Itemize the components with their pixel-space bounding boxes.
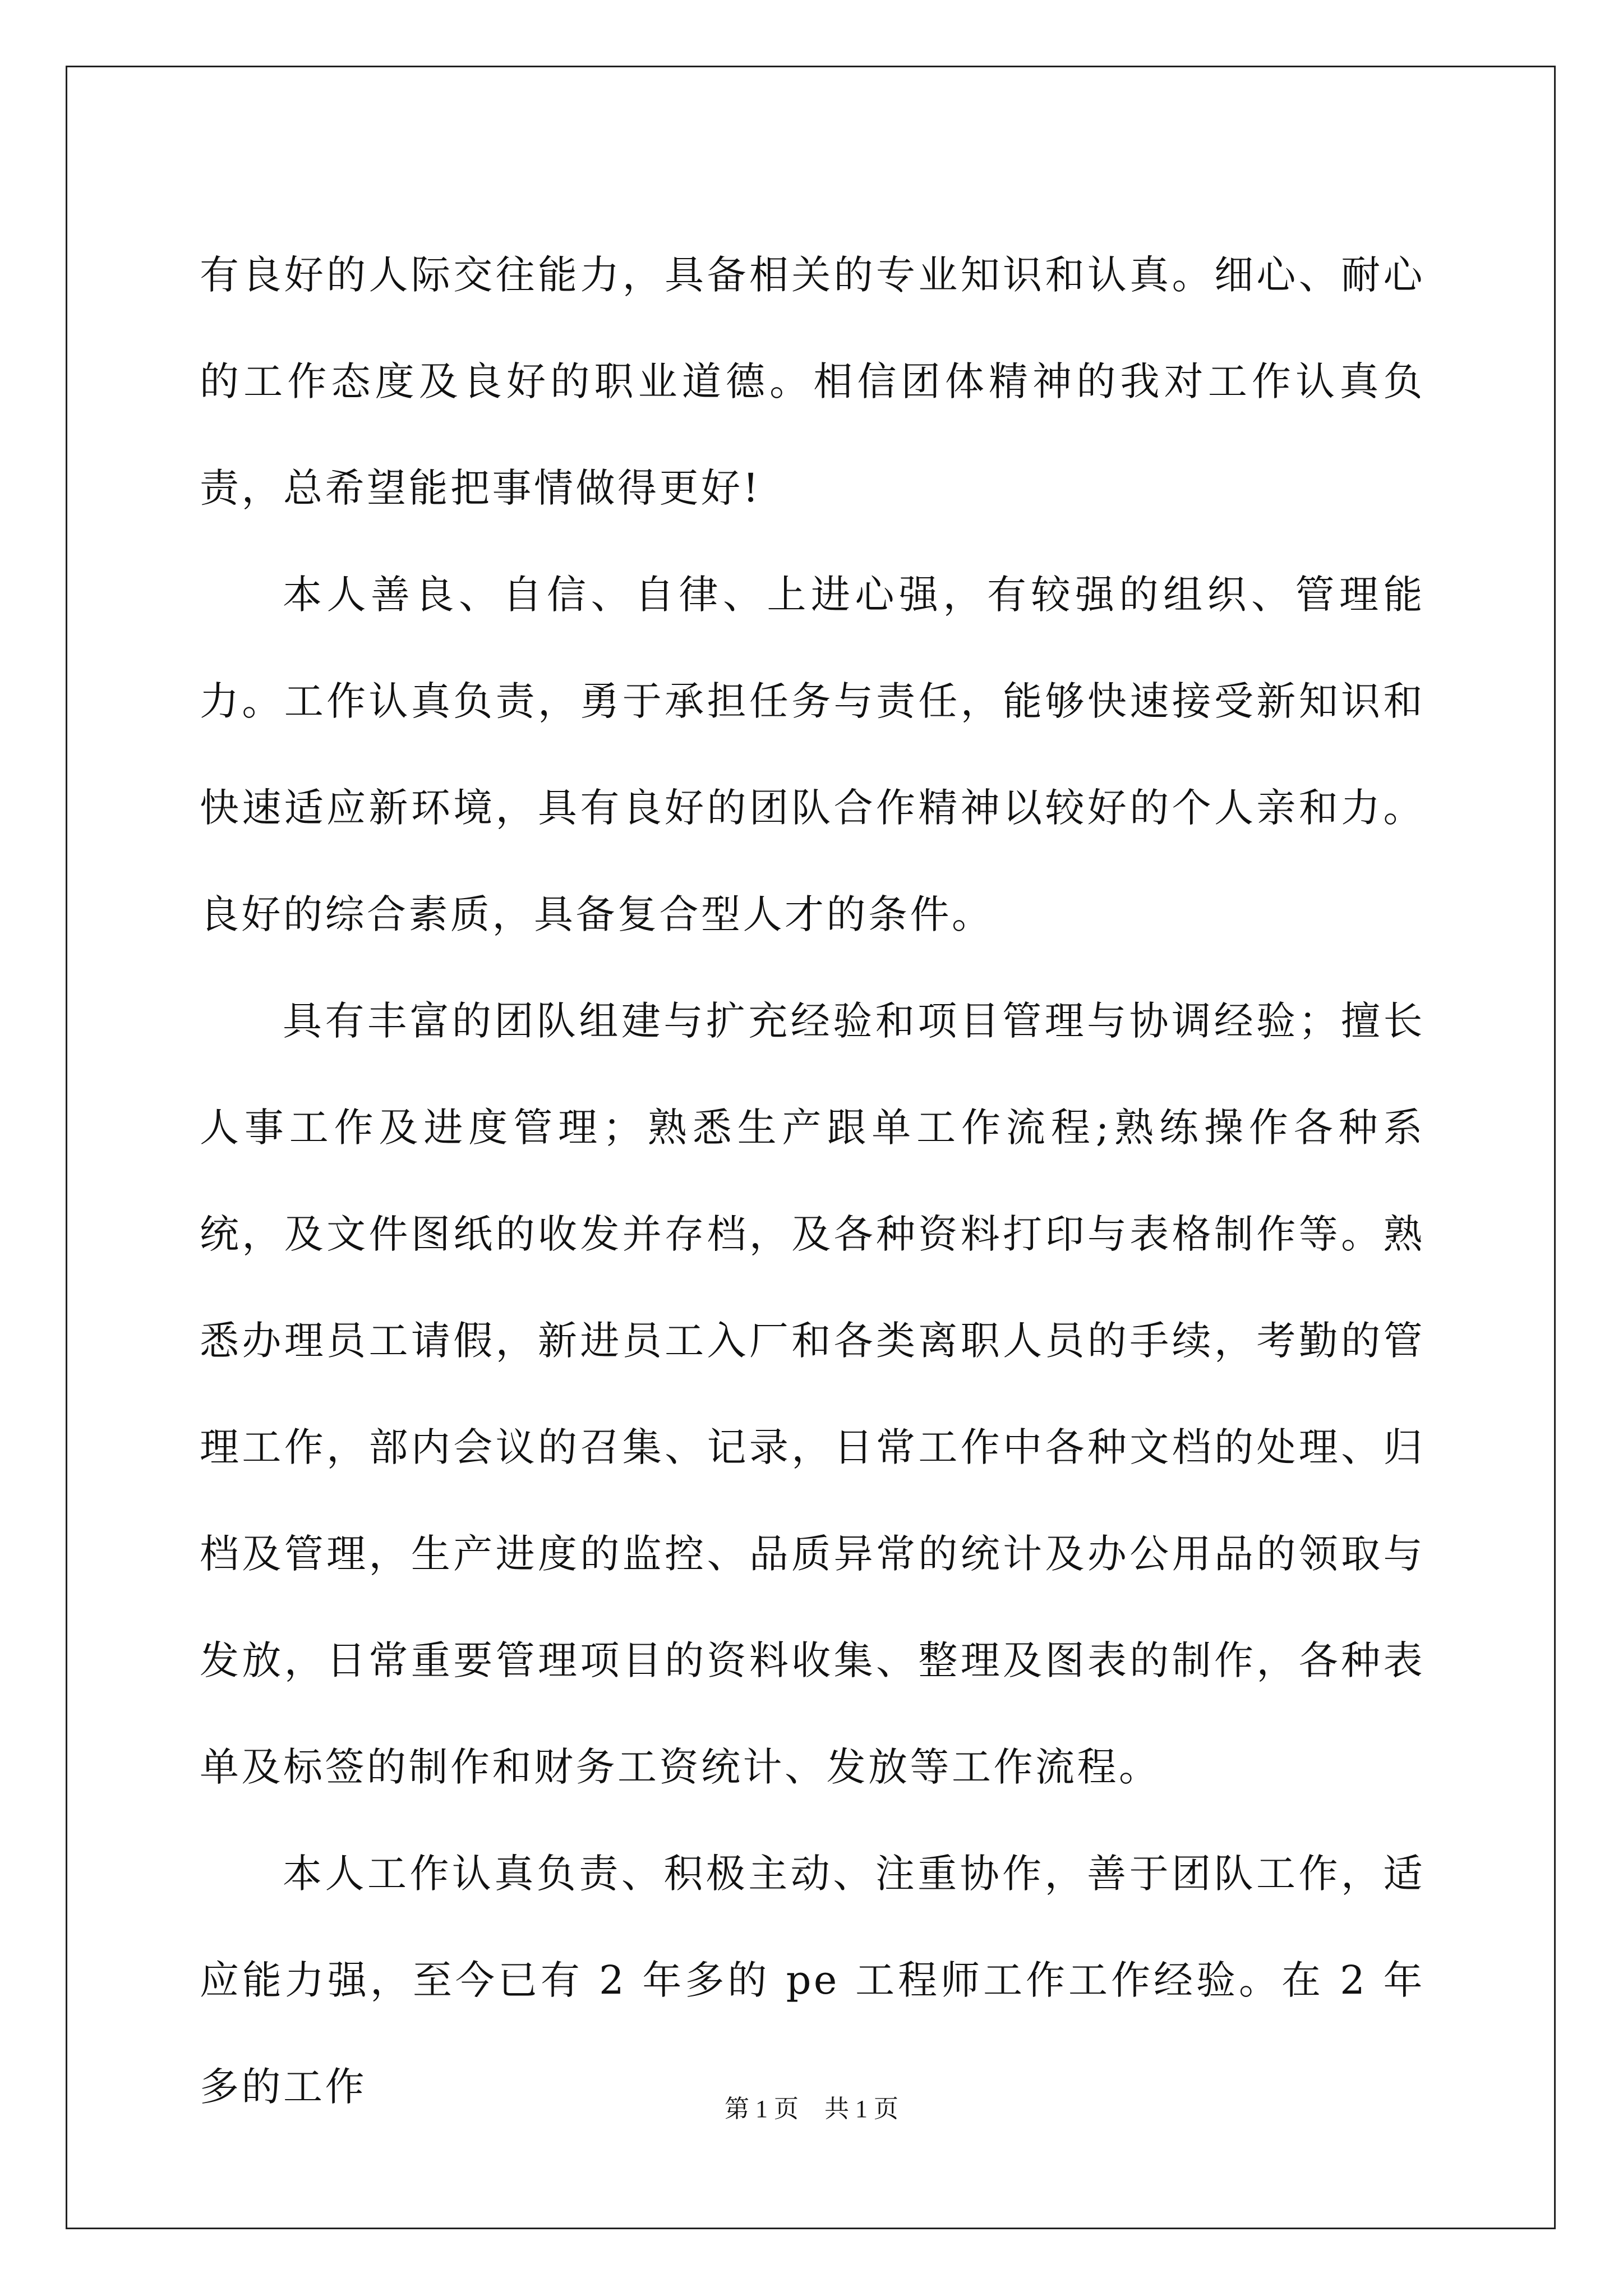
paragraph-1: 有良好的人际交往能力，具备相关的专业知识和认真。细心、耐心的工作态度及良好的职业道德。相信团体精神的我对工作认真负责，总希望能把事情做得更好!	[200, 252, 1425, 511]
paragraph-2: 本人善良、自信、自律、上进心强，有较强的组织、管理能力。工作认真负责，勇于承担任务与责任，能够快速接受新知识和快速适应新环境，具有良好的团队合作精神以较好的个人亲和力。良好的综合素质，具备复合型人才的条件。	[200, 572, 1425, 937]
document-body	[200, 222, 1425, 2140]
page-total: 共 1 页	[824, 2095, 898, 2123]
page-number: 第 1 页	[725, 2095, 799, 2123]
paragraph-4: 本人工作认真负责、积极主动、注重协作，善于团队工作，适应能力强，至今已有 2 年多的 pe 工程师工作工作经验。在 2 年多的工作	[200, 1851, 1425, 2110]
page-footer	[0, 2092, 1623, 2126]
paragraph-3: 具有丰富的团队组建与扩充经验和项目管理与协调经验；擅长人事工作及进度管理；熟悉生产跟单工作流程;熟练操作各种系统，及文件图纸的收发并存档，及各种资料打印与表格制作等。熟悉办理员工请假，新进员工入厂和各类离职人员的手续，考勤的管理工作，部内会议的召集、记录，日常工作中各种文档的处理、归档及管理，生产进度的监控、品质异常的统计及办公用品的领取与发放，日常重要管理项目的资料收集、整理及图表的制作，各种表单及标签的制作和财务工资统计、发放等工作流程。	[200, 998, 1425, 1790]
